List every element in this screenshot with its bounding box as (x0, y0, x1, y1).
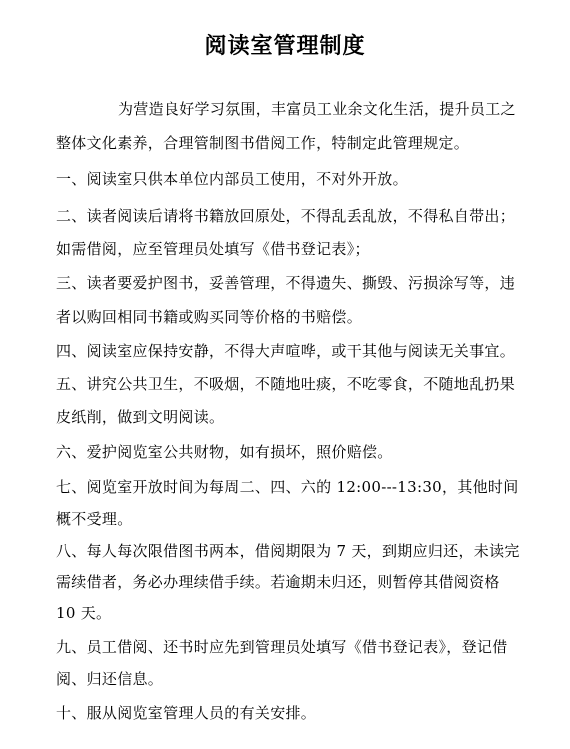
rule-5-line-2: 皮纸削，做到文明阅读。 (56, 408, 225, 426)
intro-line-1: 为营造良好学习氛围，丰富员工业余文化生活，提升员工之 (118, 100, 516, 118)
rule-3-line-1: 三、读者要爱护图书，妥善管理，不得遗失、撕毁、污损涂写等，违 (56, 274, 516, 292)
rule-4-line-1: 四、阅读室应保持安静，不得大声喧哗，或干其他与阅读无关事宜。 (56, 342, 516, 360)
rule-9-line-1: 九、员工借阅、还书时应先到管理员处填写《借书登记表》，登记借 (56, 638, 508, 656)
rule-8-line-3: 10 天。 (56, 604, 112, 622)
intro-line-2: 整体文化素养，合理管制图书借阅工作，特制定此管理规定。 (56, 134, 470, 152)
rule-7-line-1: 七、阅览室开放时间为每周二、四、六的 12:00---13:30，其他时间 (56, 478, 519, 496)
document-title: 阅读室管理制度 (204, 33, 366, 59)
rule-5-line-1: 五、讲究公共卫生，不吸烟，不随地吐痰，不吃零食，不随地乱扔果 (56, 375, 516, 393)
rule-8-line-2: 需续借者，务必办理续借手续。若逾期未归还，则暂停其借阅资格 (56, 573, 500, 591)
rule-7-line-2: 概不受理。 (56, 510, 133, 528)
rule-8-line-1: 八、每人每次限借图书两本，借阅期限为 7 天，到期应归还，未读完 (56, 542, 520, 560)
rule-1-line-1: 一、阅读室只供本单位内部员工使用，不对外开放。 (56, 170, 408, 188)
rule-9-line-2: 阅、归还信息。 (56, 670, 164, 688)
rule-6-line-1: 六、爱护阅览室公共财物，如有损坏，照价赔偿。 (56, 443, 393, 461)
rule-2-line-1: 二、读者阅读后请将书籍放回原处，不得乱丢乱放，不得私自带出； (56, 207, 516, 225)
rule-2-line-2: 如需借阅，应至管理员处填写《借书登记表》； (56, 240, 370, 258)
rule-3-line-2: 者以购回相同书籍或购买同等价格的书赔偿。 (56, 308, 363, 326)
rule-10-line-1: 十、服从阅览室管理人员的有关安排。 (56, 704, 317, 722)
